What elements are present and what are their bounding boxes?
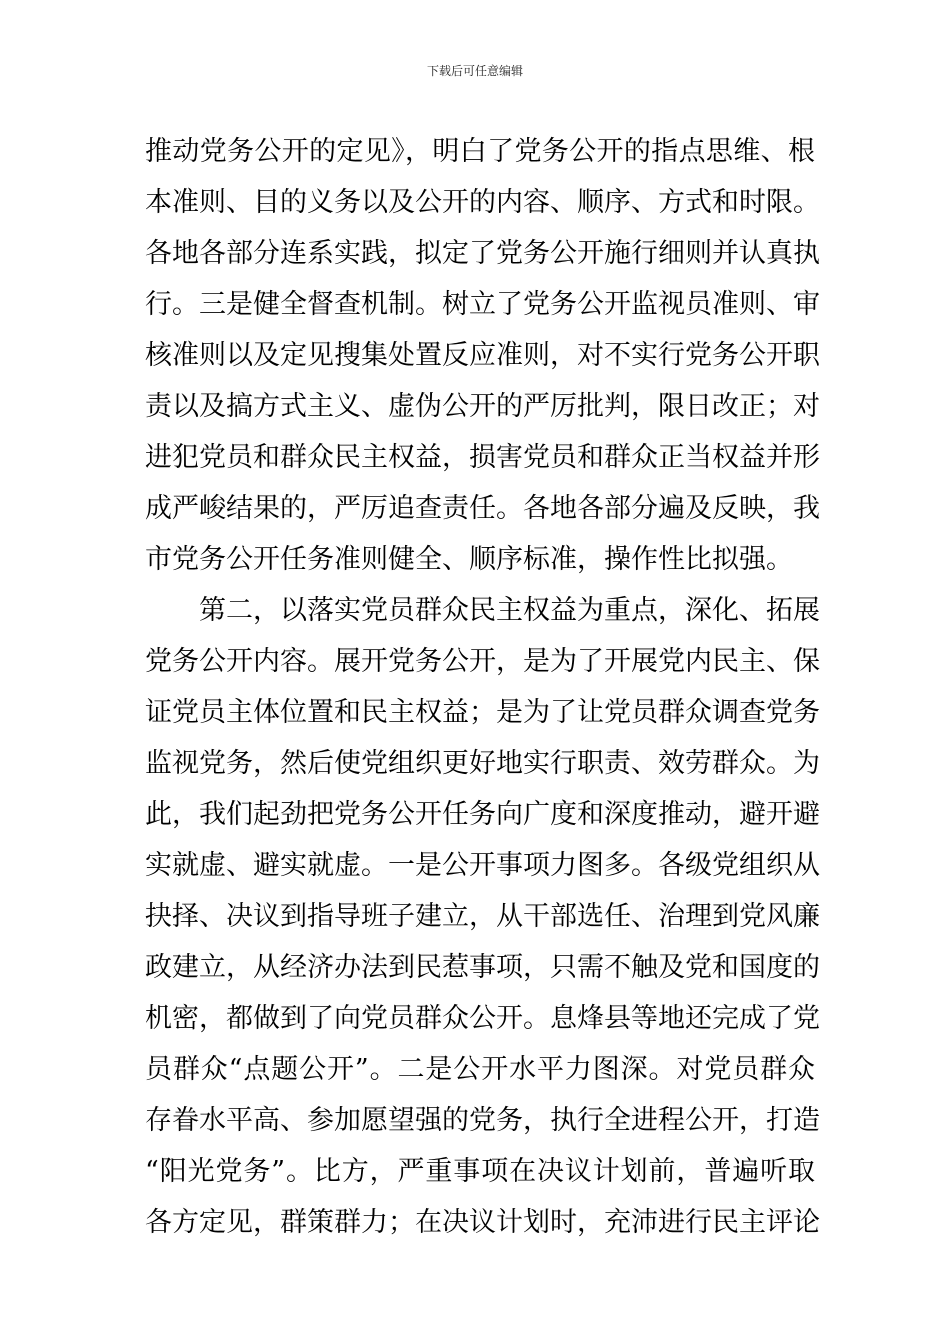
paragraph-first-line: 第二，以落实党员群众民主权益为重点，深化、拓展: [199, 595, 820, 626]
text-line: 员群众“点题公开”。二是公开水平力图深。对党员群众: [145, 1054, 815, 1085]
paragraph-last-line: 市党务公开任务准则健全、顺序标准，操作性比拟强。: [145, 544, 793, 575]
text-line: 实就虚、避实就虚。一是公开事项力图多。各级党组织从: [145, 850, 820, 881]
text-line: 进犯党员和群众民主权益，损害党员和群众正当权益并形: [145, 442, 820, 473]
text-line: 证党员主体位置和民主权益；是为了让党员群众调查党务: [145, 697, 820, 728]
page-header: 下载后可任意编辑: [426, 64, 523, 78]
text-line: 成严峻结果的，严厉追查责任。各地各部分遍及反映，我: [145, 493, 820, 524]
text-line: 政建立，从经济办法到民惹事项，只需不触及党和国度的: [145, 952, 820, 983]
text-line: 推动党务公开的定见》，明白了党务公开的指点思维、根: [145, 136, 815, 167]
body-text: [145, 126, 820, 1248]
text-line: “阳光党务”。比方，严重事项在决议计划前，普遍听取: [145, 1156, 815, 1187]
text-line: 本准则、目的义务以及公开的内容、顺序、方式和时限。: [145, 187, 820, 218]
text-line: 监视党务，然后使党组织更好地实行职责、效劳群众。为: [145, 748, 820, 779]
text-line: 各方定见，群策群力；在决议计划时，充沛进行民主评论: [145, 1207, 820, 1238]
text-line: 此，我们起劲把党务公开任务向广度和深度推动，避开避: [145, 799, 820, 830]
text-line: 责以及搞方式主义、虚伪公开的严厉批判，限日改正；对: [145, 391, 820, 422]
text-line: 党务公开内容。展开党务公开，是为了开展党内民主、保: [145, 646, 820, 677]
text-line: 存眷水平高、参加愿望强的党务，执行全进程公开，打造: [145, 1105, 820, 1136]
text-line: 核准则以及定见搜集处置反应准则，对不实行党务公开职: [145, 340, 820, 371]
text-line: 机密，都做到了向党员群众公开。息烽县等地还完成了党: [145, 1003, 820, 1034]
text-line: 各地各部分连系实践，拟定了党务公开施行细则并认真执: [145, 238, 820, 269]
text-line: 抉择、决议到指导班子建立，从干部选任、治理到党风廉: [145, 901, 820, 932]
text-line: 行。三是健全督查机制。树立了党务公开监视员准则、审: [145, 289, 820, 320]
